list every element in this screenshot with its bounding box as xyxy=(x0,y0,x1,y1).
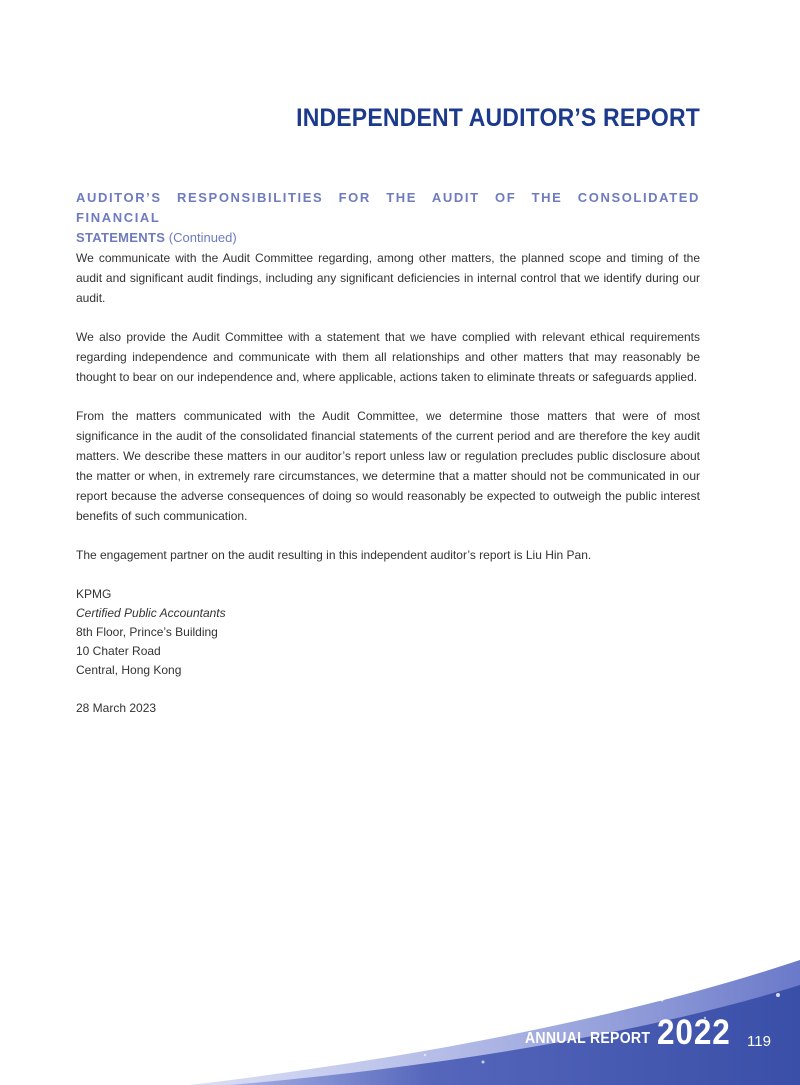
firm-name: KPMG xyxy=(76,587,112,601)
annual-report-year: 2022 xyxy=(657,1013,731,1052)
address-line-3: Central, Hong Kong xyxy=(76,663,182,677)
sparkle-dot xyxy=(661,999,664,1002)
signoff-block xyxy=(76,585,226,718)
section-heading-bold: STATEMENTS xyxy=(76,230,166,245)
paragraph-communication: We communicate with the Audit Committee regarding, among other matters, the planned scope and timing of the audit and significant audit findings, including any significant deficiencies in internal control that we identify during our audit. xyxy=(76,251,700,305)
paragraph-key-audit-matters: From the matters communicated with the Audit Committee, we determine those matters that were of most significance in the audit of the consolidated financial statements of the current period and are therefore the key audit matters. We describe these matters in our auditor’s report unless law or regulation precludes public disclosure about the matter or when, in extremely rare circumstances, we determine that a matter should not be communicated in our report because the adverse consequences of doing so would reasonably be expected to outweigh the public interest benefits of such communication. xyxy=(76,409,700,523)
address-line-2: 10 Chater Road xyxy=(76,644,161,658)
sparkle-dot xyxy=(482,1061,485,1064)
annual-report-label: ANNUAL REPORT xyxy=(525,1030,651,1047)
page-number: 119 xyxy=(747,1033,771,1050)
section-heading-continued xyxy=(76,228,700,248)
page-title: INDEPENDENT AUDITOR’S REPORT xyxy=(296,104,700,132)
section-heading: AUDITOR’S RESPONSIBILITIES FOR THE AUDIT OF THE CONSOLIDATED FINANCIAL xyxy=(76,190,700,225)
address-line-1: 8th Floor, Prince’s Building xyxy=(76,625,218,639)
continued-label: (Continued) xyxy=(165,230,237,245)
report-date: 28 March 2023 xyxy=(76,701,157,715)
sparkle-dot xyxy=(424,1054,426,1056)
paragraph-engagement-partner: The engagement partner on the audit resulting in this independent auditor’s report is Liu Hin Pan. xyxy=(76,548,592,562)
report-body xyxy=(76,188,700,584)
firm-title: Certified Public Accountants xyxy=(76,606,226,620)
paragraph-independence: We also provide the Audit Committee with a statement that we have complied with relevant ethical requirements regarding independence and communicate with them all relationships and other matters that may reasonably be thought to bear on our independence and, where applicable, actions taken to eliminate threats or safeguards applied. xyxy=(76,330,700,384)
sparkle-dot xyxy=(776,993,780,997)
